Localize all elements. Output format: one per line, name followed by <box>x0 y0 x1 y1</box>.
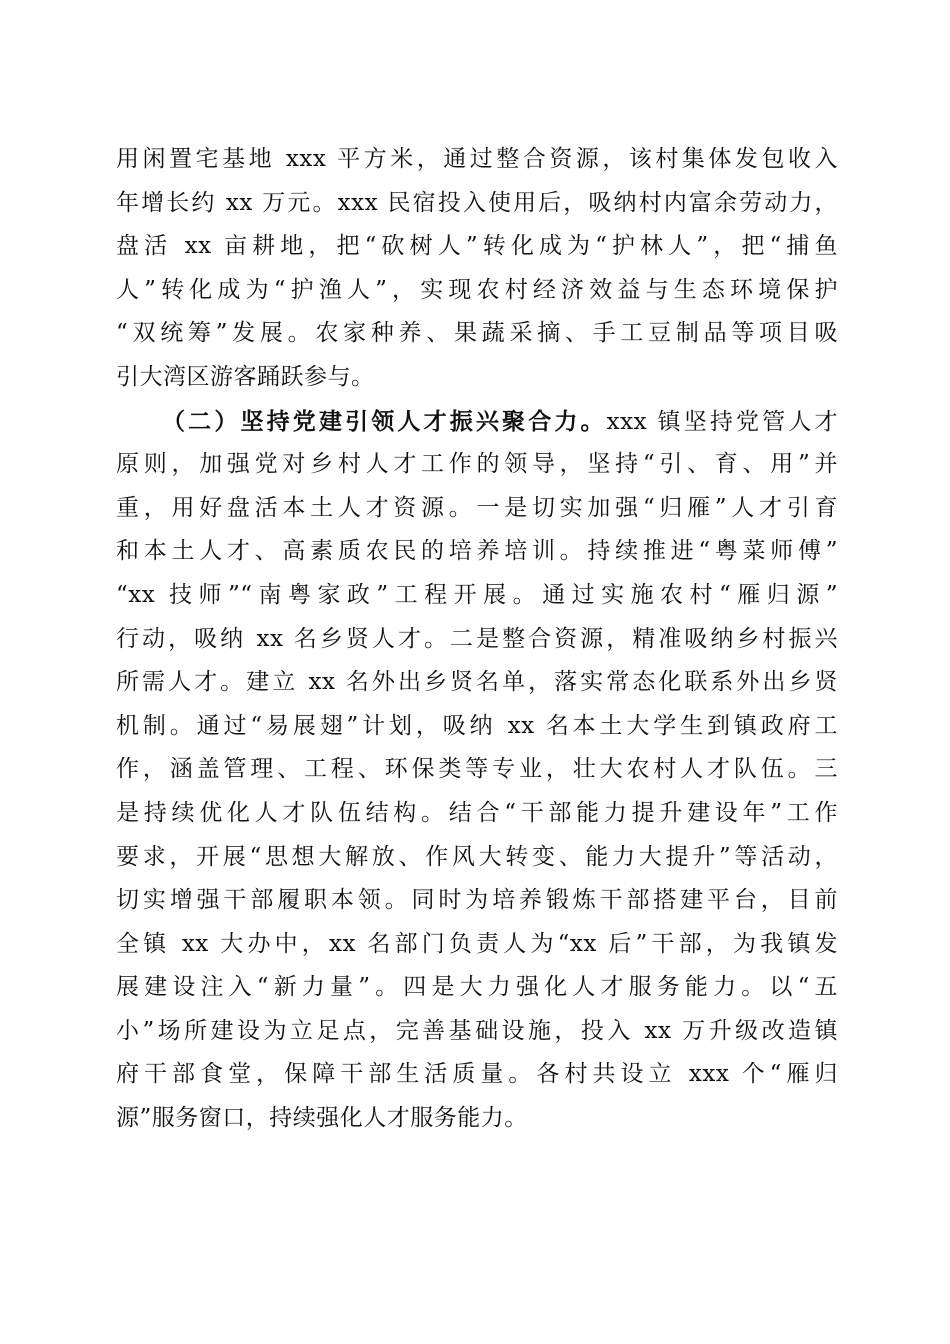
paragraph-2-line: 和本土人才、高素质农民的培养培训。持续推进“粤菜师傅” <box>116 538 838 565</box>
paragraph-2-line: 重，用好盘活本土人才资源。一是切实加强“归雁”人才引育 <box>116 494 838 521</box>
paragraph-1-line: 引大湾区游客踊跃参与。 <box>116 363 375 390</box>
paragraph-2-line: “xx 技师”“南粤家政”工程开展。通过实施农村“雁归源” <box>116 581 838 608</box>
paragraph-2-first-line-text: xxx 镇坚持党管人才 <box>606 408 838 435</box>
paragraph-2-line: 是持续优化人才队伍结构。结合“干部能力提升建设年”工作 <box>116 799 838 826</box>
paragraph-1-line: “双统筹”发展。农家种养、果蔬采摘、手工豆制品等项目吸 <box>116 320 838 347</box>
paragraph-1-line: 人”转化成为“护渔人”，实现农村经济效益与生态环境保护 <box>116 276 838 303</box>
paragraph-1-line: 用闲置宅基地 xxx 平方米，通过整合资源，该村集体发包收入 <box>116 146 838 172</box>
paragraph-2 <box>116 400 838 1141</box>
section-heading: （二）坚持党建引领人才振兴聚合力。 <box>162 407 607 435</box>
paragraph-2-line: 原则，加强党对乡村人才工作的领导，坚持“引、育、用”并 <box>116 451 838 478</box>
paragraph-2-line: 小”场所建设为立足点，完善基础设施，投入 xx 万升级改造镇 <box>116 1017 838 1044</box>
paragraph-1 <box>116 138 838 400</box>
paragraph-2-line: 源”服务窗口，持续强化人才服务能力。 <box>116 1105 528 1132</box>
paragraph-2-line: 府干部食堂，保障干部生活质量。各村共设立 xxx 个“雁归 <box>116 1061 838 1088</box>
paragraph-2-first-line <box>116 400 838 444</box>
paragraph-2-line: 作，涵盖管理、工程、环保类等专业，壮大农村人才队伍。三 <box>116 756 838 783</box>
paragraph-2-line: 展建设注入“新力量”。四是大力强化人才服务能力。以“五 <box>116 974 838 1001</box>
paragraph-2-line: 切实增强干部履职本领。同时为培养锻炼干部搭建平台，目前 <box>116 887 838 914</box>
paragraph-2-line: 全镇 xx 大办中，xx 名部门负责人为“xx 后”干部，为我镇发 <box>116 930 838 957</box>
paragraph-2-line: 要求，开展“思想大解放、作风大转变、能力大提升”等活动， <box>116 843 838 870</box>
paragraph-2-line: 机制。通过“易展翅”计划，吸纳 xx 名本土大学生到镇政府工 <box>116 712 838 739</box>
document-body <box>116 138 838 1141</box>
paragraph-1-line: 年增长约 xx 万元。xxx 民宿投入使用后，吸纳村内富余劳动力， <box>116 189 838 216</box>
paragraph-2-line: 行动，吸纳 xx 名乡贤人才。二是整合资源，精准吸纳乡村振兴 <box>116 625 838 652</box>
paragraph-2-line: 所需人才。建立 xx 名外出乡贤名单，落实常态化联系外出乡贤 <box>116 669 838 696</box>
paragraph-1-line: 盘活 xx 亩耕地，把“砍树人”转化成为“护林人”，把“捕鱼 <box>116 233 838 260</box>
